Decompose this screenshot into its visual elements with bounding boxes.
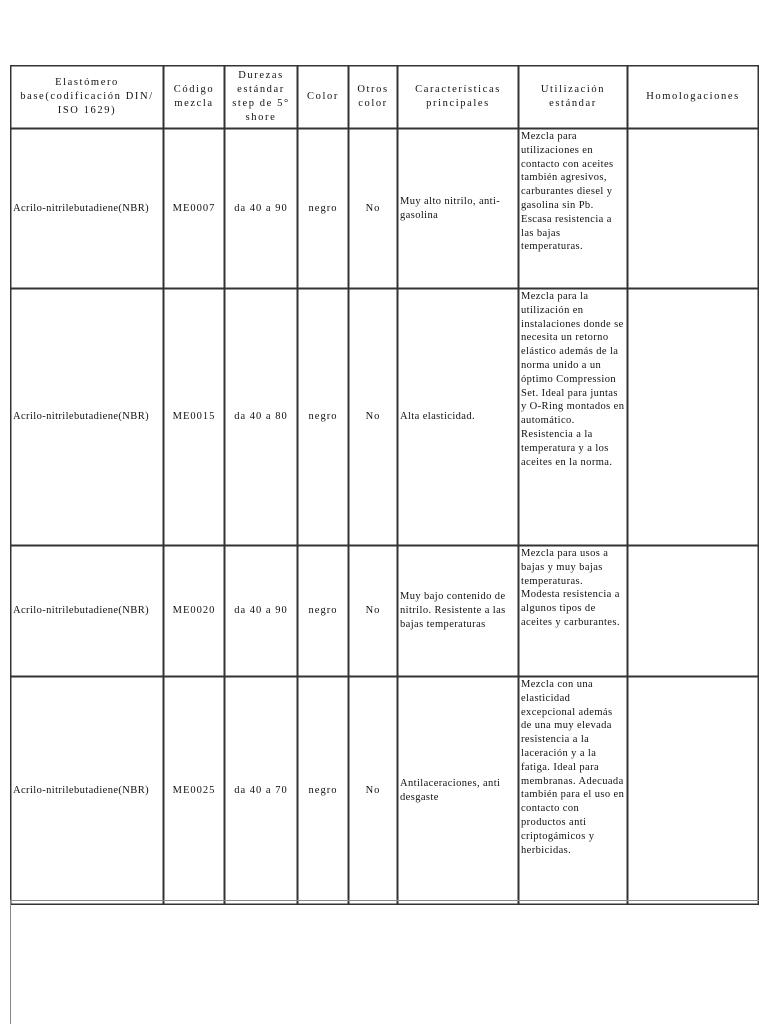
cell-approvals	[628, 546, 759, 677]
cell-color: negro	[298, 289, 349, 546]
cell-hardness: da 40 a 80	[225, 289, 298, 546]
cell-color: negro	[298, 677, 349, 905]
header-usage: Utilización estándar	[519, 66, 628, 129]
cell-base: Acrilo-nitrilebutadiene(NBR)	[11, 289, 164, 546]
cell-other-colors: No	[349, 546, 398, 677]
cell-usage: Mezcla con una elasticidad excepcional además de una muy elevada resistencia a la laceración y a la fatiga. Ideal para membranas. Adecuada también para el uso en contacto con productos anti criptogámicos y herbicidas.	[519, 677, 628, 905]
cell-approvals	[628, 129, 759, 289]
cell-approvals	[628, 289, 759, 546]
cell-usage: Mezcla para usos a bajas y muy bajas temperaturas. Modesta resistencia a algunos tipos de aceites y carburantes.	[519, 546, 628, 677]
cell-features: Alta elasticidad.	[398, 289, 519, 546]
cell-usage: Mezcla para la utilización en instalaciones donde se necesita un retorno elástico además de la norma unido a un óptimo Compression Set. Ideal para juntas y O-Ring montados en automático. Resistencia a la temperatura y a los aceites en la norma.	[519, 289, 628, 546]
header-code: Código mezcla	[164, 66, 225, 129]
cell-features: Muy alto nitrilo, anti-gasolina	[398, 129, 519, 289]
cell-other-colors: No	[349, 677, 398, 905]
cell-features: Antilaceraciones, anti desgaste	[398, 677, 519, 905]
cell-approvals	[628, 677, 759, 905]
cell-other-colors: No	[349, 129, 398, 289]
cell-code: ME0007	[164, 129, 225, 289]
cell-usage: Mezcla para utilizaciones en contacto con aceites también agresivos, carburantes diesel y gasolina sin Pb. Escasa resistencia a las bajas temperaturas.	[519, 129, 628, 289]
cell-code: ME0025	[164, 677, 225, 905]
table-row	[11, 129, 759, 289]
cell-other-colors: No	[349, 289, 398, 546]
cell-base: Acrilo-nitrilebutadiene(NBR)	[11, 129, 164, 289]
cell-code: ME0015	[164, 289, 225, 546]
table-header-row	[11, 66, 759, 129]
table-row	[11, 677, 759, 905]
cell-hardness: da 40 a 90	[225, 129, 298, 289]
cell-code: ME0020	[164, 546, 225, 677]
table-row	[11, 546, 759, 677]
header-base: Elastómero base(codificación DIN/ ISO 1629)	[11, 66, 164, 129]
header-other-colors: Otros color	[349, 66, 398, 129]
header-approvals: Homologaciones	[628, 66, 759, 129]
cell-color: negro	[298, 129, 349, 289]
elastomer-spec-table	[10, 65, 759, 905]
cell-hardness: da 40 a 70	[225, 677, 298, 905]
table-row	[11, 289, 759, 546]
cell-base: Acrilo-nitrilebutadiene(NBR)	[11, 677, 164, 905]
next-table-continuation	[10, 900, 759, 1024]
cell-color: negro	[298, 546, 349, 677]
cell-features: Muy bajo contenido de nitrilo. Resistente a las bajas temperaturas	[398, 546, 519, 677]
cell-base: Acrilo-nitrilebutadiene(NBR)	[11, 546, 164, 677]
header-hardness: Durezas estándar step de 5° shore	[225, 66, 298, 129]
header-color: Color	[298, 66, 349, 129]
header-features: Características principales	[398, 66, 519, 129]
cell-hardness: da 40 a 90	[225, 546, 298, 677]
